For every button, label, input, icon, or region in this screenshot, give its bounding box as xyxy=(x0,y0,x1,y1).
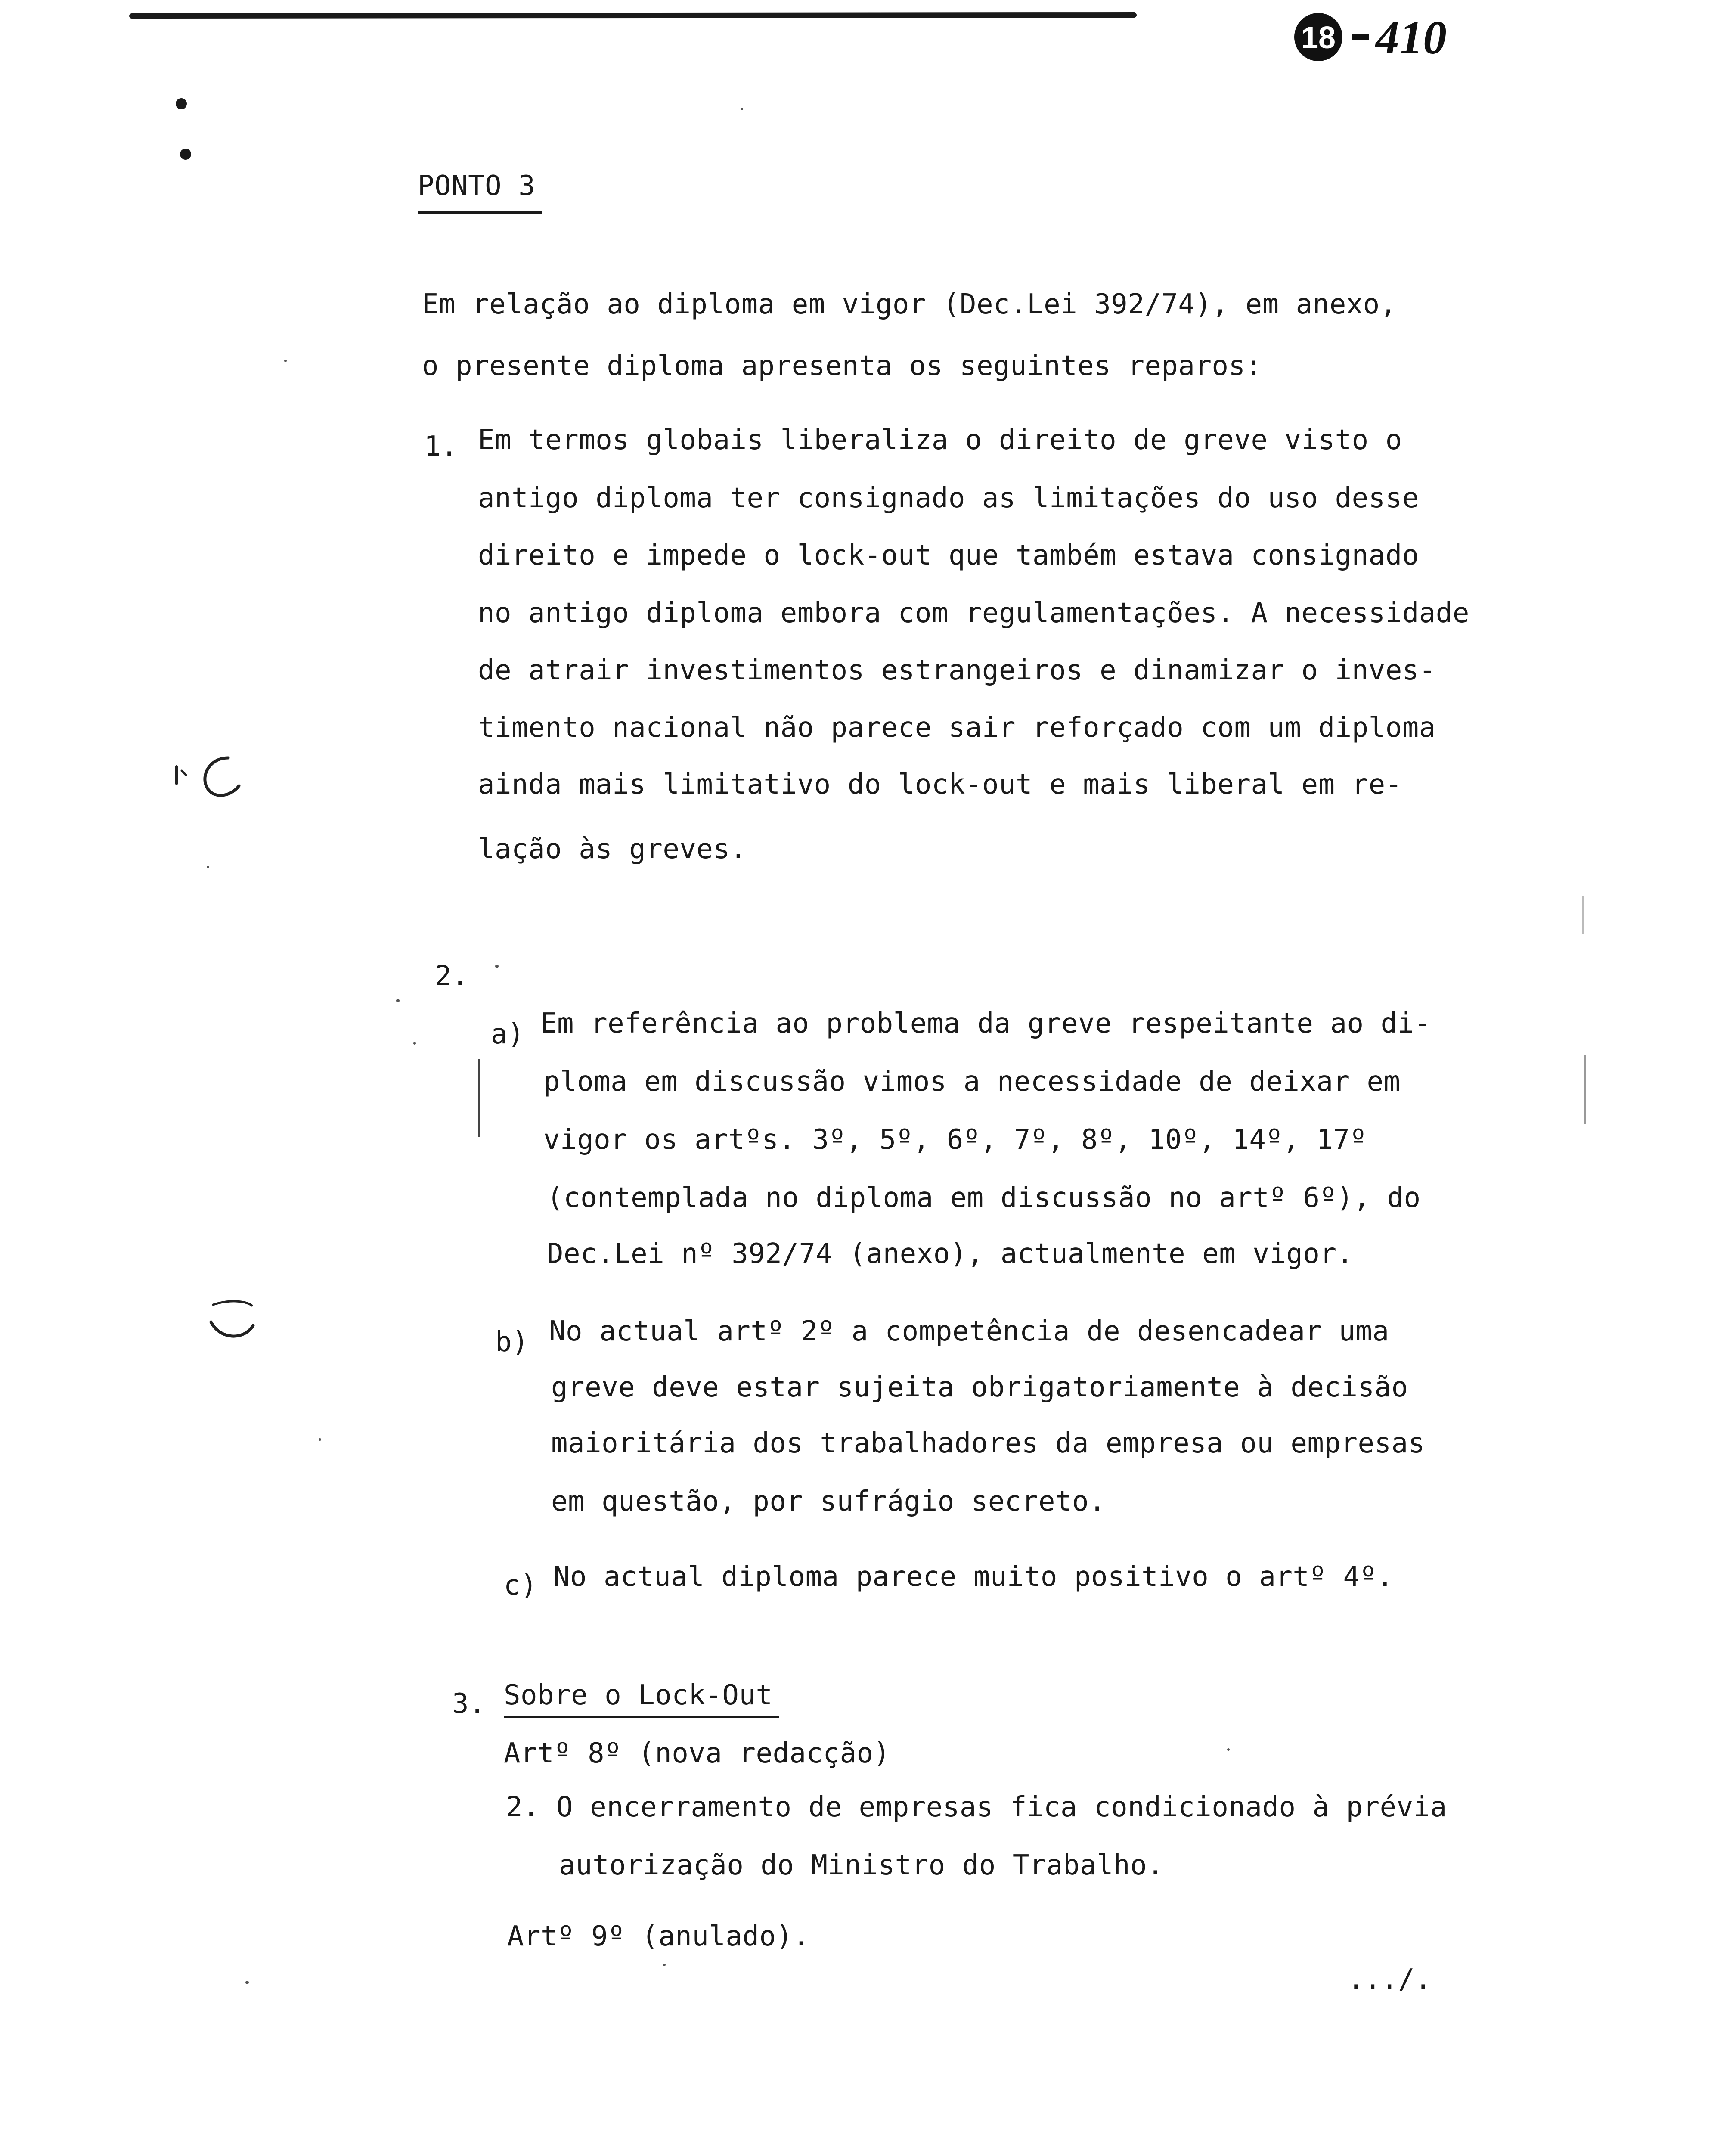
point-number: 2. xyxy=(435,960,469,992)
point1-line: direito e impede o lock-out que também estava consignado xyxy=(478,540,1419,571)
continuation-mark: .../. xyxy=(1348,1964,1432,1995)
speck xyxy=(396,999,400,1002)
svg-text:18: 18 xyxy=(1301,21,1336,55)
handwritten-ic-icon xyxy=(164,741,258,810)
point2c-line: No actual diploma parece muito positivo o artº 4º. xyxy=(553,1561,1394,1593)
speck xyxy=(413,1042,416,1045)
point1-line: antigo diploma ter consignado as limitações do uso desse xyxy=(478,482,1419,514)
section-title: Sobre o Lock-Out xyxy=(504,1679,773,1711)
edge-mark xyxy=(1584,1055,1586,1124)
margin-bar xyxy=(478,1059,480,1137)
point-number: 3. xyxy=(452,1688,486,1720)
point2b-line: maioritária dos trabalhadores da empresa ou empresas xyxy=(551,1427,1425,1459)
intro-line: o presente diploma apresenta os seguintes reparos: xyxy=(422,350,1262,382)
point2b-line: No actual artº 2º a competência de desencadear uma xyxy=(549,1315,1389,1347)
punch-dot xyxy=(180,149,191,160)
article-line: Artº 8º (nova redacção) xyxy=(504,1737,890,1769)
point1-line: timento nacional não parece sair reforçado com um diploma xyxy=(478,712,1436,744)
page-title: PONTO 3 xyxy=(418,170,536,202)
point1-line: ainda mais limitativo do lock-out e mais liberal em re- xyxy=(478,769,1402,800)
article-line: Artº 9º (anulado). xyxy=(507,1920,810,1952)
margin-handwritten-mark xyxy=(164,741,258,810)
point-number: 1. xyxy=(424,431,458,462)
point2a-line: Em referência ao problema da greve respeitante ao di- xyxy=(540,1008,1431,1039)
speck xyxy=(319,1438,321,1441)
article-item-line: 2. O encerramento de empresas fica condicionado à prévia xyxy=(506,1791,1447,1823)
speck xyxy=(207,866,209,868)
handwritten-bracket-icon xyxy=(202,1296,263,1348)
point1-line: no antigo diploma embora com regulamentações. A necessidade xyxy=(478,597,1469,629)
speck xyxy=(1227,1748,1230,1751)
speck xyxy=(663,1964,666,1966)
point1-line: Em termos globais liberaliza o direito de greve visto o xyxy=(478,424,1402,456)
point1-line: de atrair investimentos estrangeiros e dinamizar o inves- xyxy=(478,655,1436,686)
point2b-line: em questão, por sufrágio secreto. xyxy=(551,1486,1106,1517)
point2a-line: vigor os artºs. 3º, 5º, 6º, 7º, 8º, 10º, 14º, 17º xyxy=(543,1124,1367,1156)
margin-bracket-mark xyxy=(202,1296,263,1348)
point1-line: lação às greves. xyxy=(478,833,747,865)
svg-text:410: 410 xyxy=(1376,11,1447,64)
speck xyxy=(741,108,743,110)
top-rule xyxy=(129,12,1137,19)
speck xyxy=(495,965,499,968)
handwritten-stamp xyxy=(1287,9,1511,65)
point2a-line: ploma em discussão vimos a necessidade de deixar em xyxy=(543,1066,1401,1098)
punch-dot xyxy=(176,98,187,109)
article-item-line: autorização do Ministro do Trabalho. xyxy=(559,1849,1164,1881)
edge-mark xyxy=(1582,896,1584,934)
subpoint-label: a) xyxy=(491,1018,525,1050)
subpoint-label: b) xyxy=(495,1326,529,1358)
subpoint-label: c) xyxy=(504,1570,538,1601)
point2a-line: Dec.Lei nº 392/74 (anexo), actualmente em vigor. xyxy=(547,1238,1354,1270)
point2a-line: (contemplada no diploma em discussão no artº 6º), do xyxy=(547,1182,1421,1214)
point2b-line: greve deve estar sujeita obrigatoriamente à decisão xyxy=(551,1371,1408,1403)
stamp-mark-icon xyxy=(1287,9,1511,65)
intro-line: Em relação ao diploma em vigor (Dec.Lei 392/74), em anexo, xyxy=(422,289,1397,320)
speck xyxy=(284,360,287,362)
section-title-underline xyxy=(504,1716,779,1718)
title-underline xyxy=(418,211,542,214)
speck xyxy=(245,1981,249,1984)
